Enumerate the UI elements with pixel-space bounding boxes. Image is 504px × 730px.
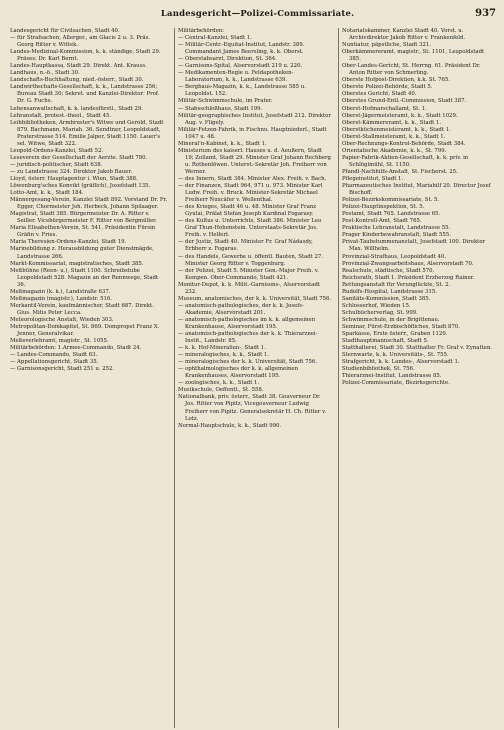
directory-entry: Militär-Schwimmschule, im Prater. [178,98,273,105]
directory-entry: Magistrat, Stadt 385. Bürgermeister Dr. A. Ritter v. Seiller. Vicebürgermeister F. Ritter von Bergmüller. [10,211,157,225]
running-header [10,8,496,22]
directory-entry: — des Innern, Stadt 384. Minister Alex. Freih. v. Bach. [178,175,327,182]
directory-entry: Schlosserhof, Wieden 15. [342,302,411,309]
directory-entry: Meßbühne (Reen- u.), Stadt 1100. Schreibstube Leopoldstadt 528. Magazin an der Rennwege, Stadt 36. [10,267,159,288]
directory-entry: Reichsrath, Stadt 1. Präsident Erzherzog Rainer. [342,274,475,281]
directory-entry: Provinzial-Zwangsarbeitshaus, Alservorstadt 70. [342,260,474,267]
directory-entry: Sanitäts-Kommission, Stadt 385. [342,295,431,302]
directory-entry: Nationalbank, priv. österr., Stadt 38. Gouverneur Dr. Jos. Ritter von Pipitz, Vicegouverneur Ludwig Freiherr von Pipitz. Generalsekretär H. Ch. Ritter v. Lotz. [178,394,327,422]
directory-entry: Polizei-Commissariate, Bezirksgerichte. [342,380,450,387]
directory-entry: Pflegeinstitut, Stadt 1. [342,175,404,182]
directory-entry: — des Kultus u. Unterrichts, Stadt 386. Minister Leo Graf Thun-Hohenstein. Unterstaats-Sekretär Jos. Freih. v. Helfert. [178,218,322,239]
directory-entry: Schwimmschule, in der Brigittenau. [342,316,440,323]
directory-entry: — des Krieges, Stadt 46 u. 48. Minister Graf Franz Gyulai, Prälat Stefan Joseph Kardinal Fogarasy. [178,204,317,218]
directory-entry: Museum, anatomisches, der k. k. Universität, Stadt 756. [178,295,332,302]
directory-entry: Ministerium des kaiserl. Hauses u. d. Aeußern, Stadt 19; Zollamt, Stadt 29. Minister Graf Johann Rechberg u. Rothenlöwen. Unterst.-Sekretär Joh. Freiherr von Werner. [178,147,331,175]
directory-entry: Lotto-Amt, k. k., Stadt 184. [10,190,84,197]
directory-entry: — der Polizei, Stadt 5. Minister Gen.-Major Freih. v. Kempen. Ober-Commando, Stadt 421. [178,267,319,281]
directory-entry: — Central-Kanzlei, Stadt 1. [178,35,252,42]
directory-entry: Landwirthschafts-Gesellschaft, k. k., Landstrasse 256; Bureau Stadt 30; Sekret. und Kanzlei-Direktor: Prof. Dr. G. Fuchs. [10,84,160,105]
directory-entry: Normal-Hauptschule, k. k., Stadt 990. [178,422,282,429]
directory-entry: Realschule, städtische, Stadt 570. [342,267,435,274]
directory-entry: Militärbehörden: [178,28,225,34]
directory-entry: Löwenburg'sches Konvikt (gräflich), Josefstadt 135. [10,183,151,190]
directory-entry: Monitur-Depot, k. k. Milit.-Garnisons-, Alservorstadt 232. [178,281,320,295]
directory-entry: Meteorologische Anstalt, Wieden 303. [10,316,114,323]
directory-entry: Notariatskammer, Kanzlei Stadt 40. Vorst. u. Archivdirektor Jakob Ritter v. Frankenfeld. [342,28,466,42]
directory-entry: — zoologisches, k. k., Stadt 1. [178,380,260,387]
directory-entry: Nuntiatur, päpstliche, Stadt 321. [342,42,432,49]
directory-entry: — anatomisch-pathologisches der k. k. Thierarznei-Instit., Landstr. 85. [178,331,318,345]
directory-entry: — mineralogisches der k. k. Universität, Stadt 756. [178,359,317,366]
directory-entry: Post-Kontroll-Amt, Stadt 765. [342,218,422,225]
directory-entry: — Landes-Commando, Stadt 63. [10,352,98,359]
directory-entry: — anatomisch-pathologisches im k. k. allgemeinen Krankenhause, Alservorstadt 195. [178,316,316,330]
directory-entry: Markt-Kommissariat, magistratisches, Stadt 385. [10,260,144,267]
directory-entry: Meßmagazin (magistr.), Landstr. 516. [10,295,112,302]
directory-entry: Oberste Polizei-Behörde, Stadt 5. [342,84,433,91]
directory-entry: Militär-Fetzen-Fabrik, in Fischnu. Hauptniederl., Stadt 1047 u. 48. [178,126,327,140]
directory-entry: — Appellationsgericht, Stadt 35. [10,359,99,366]
directory-entry: — der Finanzen, Stadt 964, 971 u. 973. Minister Karl Ludw. Freih. v. Bruck. Minister-Sekretär Michael Freiherr Nuxcäfer v. Wellenthal. [178,183,323,204]
directory-entry: Stadthauptmannschaft, Stadt 5. [342,338,429,345]
directory-entry: Leihbibliotheken, Armbruster's Witwe und Gerold, Stadt 879. Bachmann, Mariah. 36. Sendtner, Leopoldstadt, Praterstrasse 514. Emilie Jalper, Stadt 1150. Lauer's sel. Witwe, Stadt 322. [10,119,164,147]
directory-entry: — k. k. Hof-Mineralien-, Stadt 1. [178,345,266,352]
directory-entry: Rettungsanstalt für Verunglückte, St. 2. [342,281,451,288]
directory-entry: Militärbehörden: 1.Armee-Commando, Stadt 24. [10,345,142,352]
directory-entry: — Bergbaus-Magazin, k. k., Landstrasse 585 u. Leopoldst. 152. [178,84,306,98]
directory-entry: Ober-Rechnungs-Kontrol-Behörde, Stadt 384. [342,140,466,147]
directory-entry: Militär-geographisches Institut, Josefstadt 212. Direktor Aug. v. Fligely. [178,112,331,126]
directory-entry: — Medikamenten-Regie u. Feldapotheken-Laboratorium, k. k., Landstrasse 639. [178,70,294,84]
directory-entry: Polizei-Hauptinspektion, St. 5. [342,204,425,211]
directory-entry: Oberkämmereramt, magistr., St. 1101, Leopoldstadt 385. [342,49,485,63]
directory-entry: Pfandl-Nachhilfs-Anstalt, St. Fischerst. 25. [342,168,458,175]
directory-entry: Provinzial-Strafhaus, Leopoldstadt 40. [342,253,447,260]
directory-entry: Mineral'n-Kabinet, k. k., Stadt 1. [178,140,267,147]
directory-entry: — Stabsschloßhaus, Stadt 199. [178,105,263,112]
directory-entry: Meßeverlehramt, magistr., St. 1055. [10,338,109,345]
directory-entry: Männergesang-Verein, Kanzlei Stadt 892. Vorstand Dr. Fr. Egger, Chormeister Joh. Herbeck, Johann Spilaager. [10,197,168,211]
directory-entry: Marinebildung z. Herausbildung guter Dienstmägde, Landstrasse 266. [10,246,154,260]
directory-entry: Schulbücherverlag, St. 999. [342,309,418,316]
directory-entry: — Militär-Centr.-Equitat-Institut, Landstr. 389. Commandant James Beersling, k. k. Oberst. [178,42,305,56]
column-right [338,28,496,728]
directory-entry: Oberstes Gericht, Stadt 40. [342,91,417,98]
directory-entry: Merkantil-Verein, kaufmännischer, Stadt 687. Direkt. Gius. Mitis Peter Lecca. [10,302,154,316]
directory-entry: Leseverein der Gesellschaft der Aerzte. Stadt 780. [10,154,148,161]
directory-entry: Postamt, Stadt 765. Landstrasse 65. [342,211,441,218]
directory-entry: Statthalterei, Stadt 30. Statthalter Fr. Graf v. Eynatten. [342,345,493,352]
directory-entry: — Garnisonsgericht, Stadt 251 u. 252. [10,366,115,373]
directory-entry: — des Handels, Gewerbe u. öffentl. Bauten, Stadt 27. Minister Georg Ritter v. Toggenburg. [178,253,323,267]
directory-entry: Strafgericht, k. k. Landes-, Alservorstadt 1. [342,359,460,366]
directory-entry: Landes-Hauptkassa, Stadt 29. Direkt. Ant. Krauss. [10,63,147,70]
directory-entry: Ober-Landes-Gericht, St. Herrng. 61. Präsident Dr. Anton Ritter von Schmerling. [342,63,481,77]
directory-entry: Praktische Lehranstalt, Landstrasse 55. [342,225,451,232]
directory-entry: Metropolitan-Domkapitel, St. 869. Dompropst Franz X. Jenner, Generalvikar. [10,323,160,338]
directory-entry: Lloyd, österr. Hauptagentur i. Wien, Stadt 388. [10,175,138,182]
directory-entry: Studienbibliothek, St. 756. [342,366,415,373]
directory-entry: Oberst-Stallmeisteramt, k. k., Stadt 1. [342,133,446,140]
directory-entry: Pharmazeutisches Institut, Mariahilf 20. Director Josef Bischoff. [342,183,491,197]
directory-entry: Lehensanwaltschaft, k. k. landesfürstl., Stadt 29. [10,105,143,112]
directory-entry: Maria Theresien-Ordens-Kanzlei, Stadt 19. [10,239,127,246]
directory-entry: Oberstes Grund-Entl.-Commission, Stadt 387. [342,98,467,105]
directory-entry: — Oberstabsarzt, Direktion, St. 364. [178,56,277,63]
directory-entry: — ophthalmologisches der k. k. allgemeinen Krankenhauses, Alservorstadt 195. [178,366,299,380]
directory-entry: Papier-Fabrik-Aktien-Gesellschaft, k. k. priv. in Schlöglmühl, St. 1150. [342,154,469,168]
directory-entry: — der Justiz, Stadt 40. Minister Fr. Graf Nádasdy, Erbherr z. Fogaras. [178,239,313,253]
directory-entry: Landschafts-Buchhaltung, nied.-österr., Stadt 30. [10,77,144,84]
directory-entry: Maria Elisabethen-Verein, St. 541. Präsidentin Fürsin Gräfin v. Fries. [10,225,156,239]
directory-entry: Privat-Taubstummenanstalt, Josefstadt 100. Direktor Max. Willhelm. [342,239,486,253]
directory-entry: Meßmagazin (k. k.), Landstraße 637. [10,288,111,295]
directory-entry: Oberste Hofpost-Direktion, k.k. St. 765. [342,77,450,84]
directory-entry: Lehranstalt, protest.-theol., Stadt 45. [10,112,112,119]
directory-columns [10,28,496,728]
directory-entry: Leopold-Ordens-Kanzlei, Stadt 52. [10,147,104,154]
directory-entry: Oberst-Jägermeisteramt, k. k., Stadt 1029. [342,112,458,119]
directory-entry: Seminar, Fürst-Erzbischöfliches, Stadt 870. [342,323,460,330]
page-title: Landesgericht—Polizei-Commissariate. [160,9,355,19]
directory-entry: Rudolfs-Hospital, Landstrasse 315. [342,288,437,295]
directory-entry: Landesgericht für Civilsachen, Stadt 40. [10,28,120,34]
directory-entry: Oberst-Hofmarschallamt, St. 1. [342,105,427,112]
directory-entry: Landes-Medizinal-Kommission, k. k. ständige, Stadt 29. Präses: Dr. Karl Bernt. [10,49,161,63]
column-left [10,28,168,728]
directory-entry: Polizei-Bezirkskommissariate, St. 5. [342,197,440,204]
directory-entry: Landhaus, n.-ö., Stadt 30. [10,70,80,77]
directory-entry: Sparkasse, Erste österr., Graben 1120. [342,331,448,338]
directory-entry: Musikschule, Oeffentl., St. 558. [178,387,264,394]
directory-entry: Prager Kinderbewahranstalt, Stadt 555. [342,232,451,239]
directory-entry: Sternwarte, k. k. Universitäts-, St. 755. [342,352,449,359]
directory-entry: Oberst-Kämmereramt, k. k., Stadt 1. [342,119,442,126]
directory-entry: — juridisch-politischer, Stadt 638. [10,161,103,168]
directory-entry: — Garnisons-Spital, Alservorstadt 219 u. 220. [178,63,303,70]
directory-entry: Thierarznei-Institut, Landstrasse 85. [342,373,442,380]
directory-entry: Oberstküchenmeisteramt, k. k., Stadt 1. [342,126,451,133]
column-middle [174,28,332,728]
directory-entry: — zu Landstrasse 324. Direktor Jakob Bauer. [10,168,133,175]
directory-entry: — für Strafsachen, Allerger.‚ am Glacis 2 u. 3. Präs. Georg Ritter v. Wittek. [10,35,151,49]
directory-entry: Orientalische Akademie, k. k., St. 799. [342,147,447,154]
directory-entry: — mineralogisches, k. k., Stadt 1. [178,352,270,359]
directory-entry: — anatomisch-pathologisches, der k. k. Josefs-Akademie, Alservorstadt 201. [178,302,304,316]
page-number: 937 [475,8,496,19]
